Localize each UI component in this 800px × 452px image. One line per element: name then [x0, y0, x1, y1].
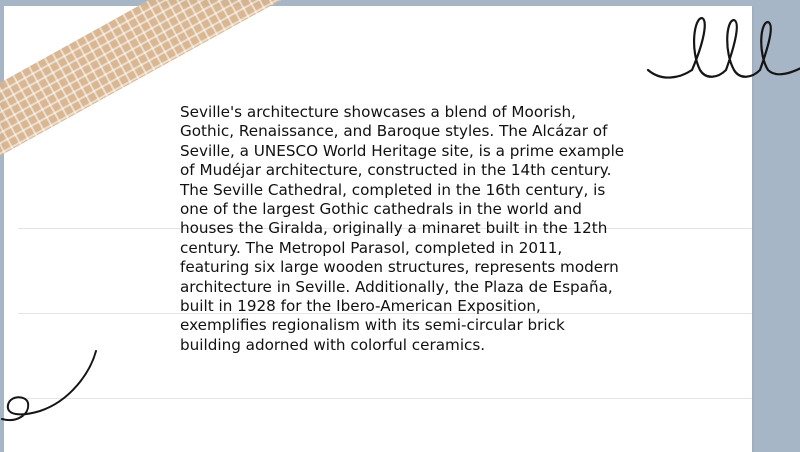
architecture-paragraph: Seville's architecture showcases a blend of Moorish, Gothic, Renaissance, and Baroque styles. The Alcázar of Seville, a UNESCO World Heritage site, is a prime example of Mudéjar architecture, constructed in the 14th century. The Seville Cathedral, completed in the 16th century, is one of the largest Gothic cathedrals in the world and houses the Giralda, originally a minaret built in the 12th century. The Metropol Parasol, completed in 2011, featuring six large wooden structures, represents modern architecture in Seville. Additionally, the Plaza de España, built in 1928 for the Ibero-American Exposition, exemplifies regionalism with its semi-circular brick building adorned with colorful ceramics. [180, 103, 625, 354]
ruled-line [18, 398, 752, 399]
loop-squiggle-icon [640, 12, 800, 92]
curl-squiggle-icon [0, 345, 110, 430]
